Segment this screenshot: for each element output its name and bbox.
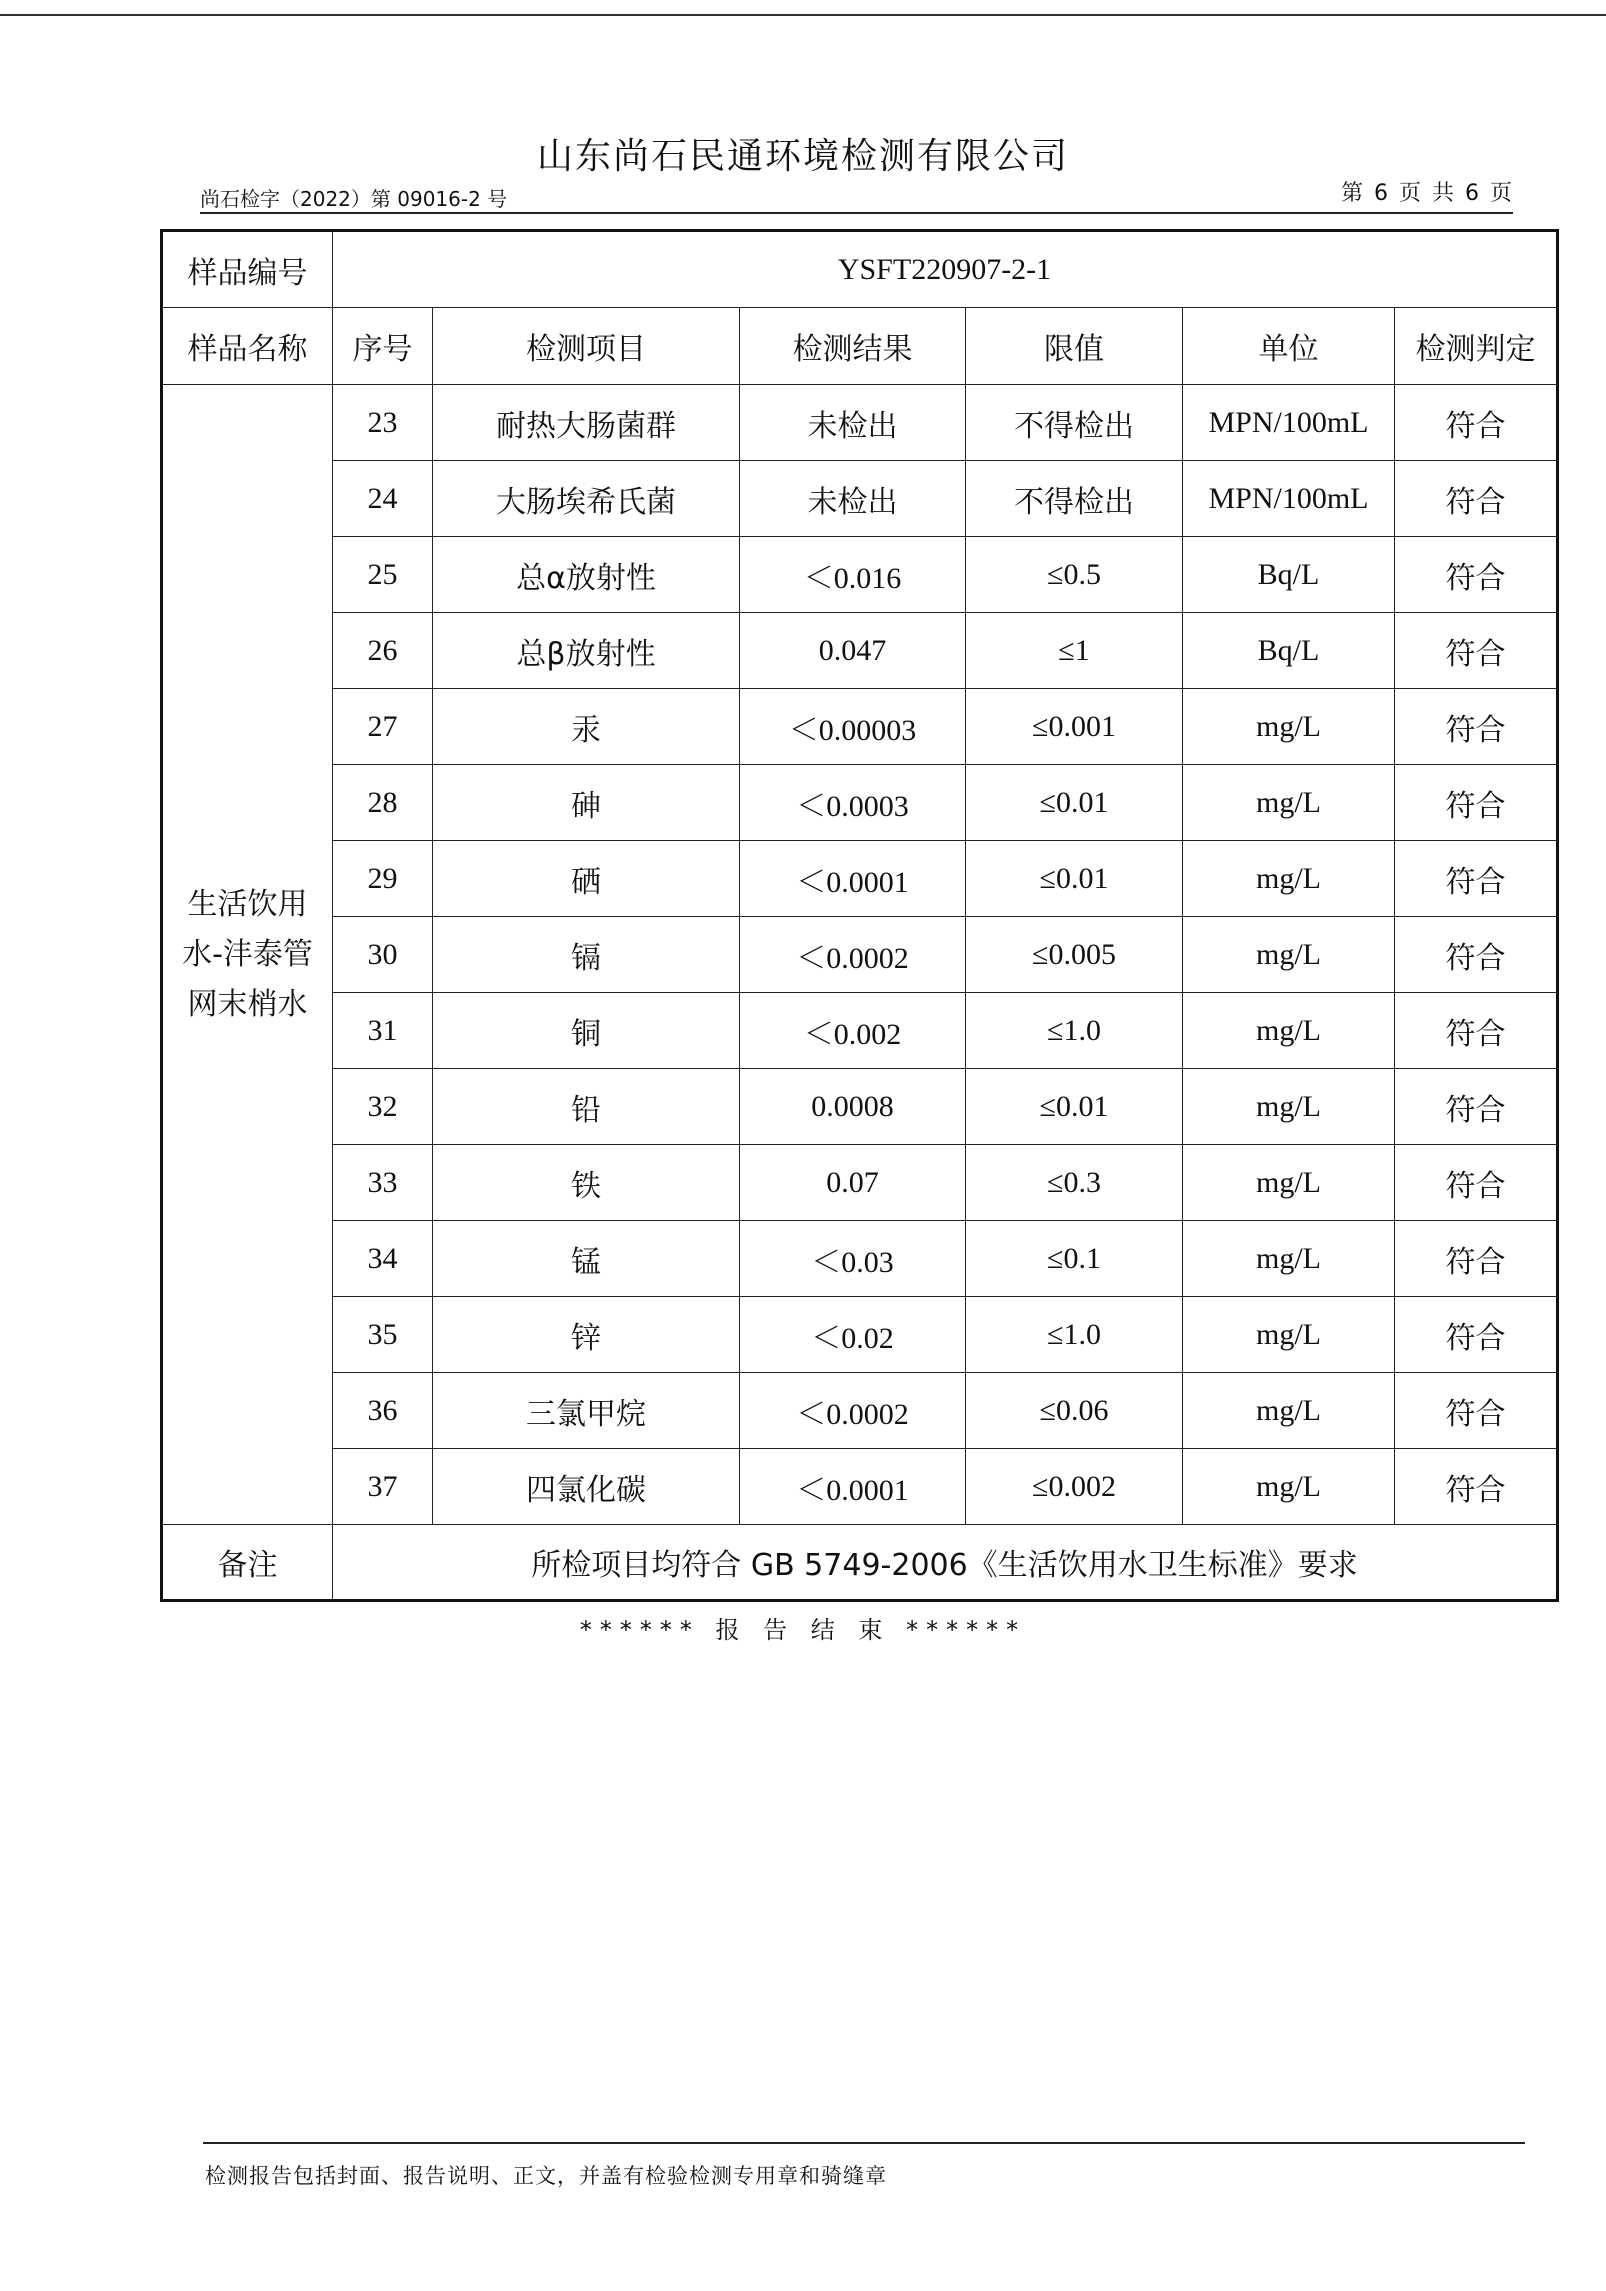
seq-cell: 35: [333, 1297, 433, 1373]
page-indicator: 第 6 页 共 6 页: [1341, 181, 1514, 206]
seq-cell: 29: [333, 841, 433, 917]
limit-cell: 不得检出: [966, 461, 1183, 537]
unit-cell: mg/L: [1183, 1069, 1395, 1145]
judgement-cell: 符合: [1395, 1145, 1558, 1221]
item-cell: 四氯化碳: [433, 1449, 740, 1525]
table-row: [162, 765, 1558, 841]
judgement-cell: 符合: [1395, 917, 1558, 993]
judgement-cell: 符合: [1395, 689, 1558, 765]
unit-cell: mg/L: [1183, 1373, 1395, 1449]
table-row: [162, 841, 1558, 917]
limit-cell: ≤0.3: [966, 1145, 1183, 1221]
column-header-row: [162, 308, 1558, 385]
item-cell: 三氯甲烷: [433, 1373, 740, 1449]
item-cell: 大肠埃希氏菌: [433, 461, 740, 537]
remark-label: 备注: [162, 1525, 333, 1601]
seq-cell: 27: [333, 689, 433, 765]
item-cell: 铁: [433, 1145, 740, 1221]
judgement-cell: 符合: [1395, 537, 1558, 613]
col-header-seq: 序号: [333, 308, 433, 385]
sample-number-label: 样品编号: [162, 231, 333, 308]
unit-cell: mg/L: [1183, 841, 1395, 917]
item-cell: 耐热大肠菌群: [433, 385, 740, 461]
table-row: [162, 1449, 1558, 1525]
result-cell: 0.0008: [740, 1069, 966, 1145]
item-cell: 镉: [433, 917, 740, 993]
result-cell: ＜0.0001: [740, 1449, 966, 1525]
limit-cell: ≤0.005: [966, 917, 1183, 993]
table-row: [162, 1145, 1558, 1221]
limit-cell: ≤0.01: [966, 765, 1183, 841]
item-cell: 铅: [433, 1069, 740, 1145]
report-number: 尚石检字（2022）第 09016-2 号: [200, 187, 508, 211]
result-cell: 0.047: [740, 613, 966, 689]
judgement-cell: 符合: [1395, 1297, 1558, 1373]
table-row: [162, 385, 1558, 461]
limit-cell: ≤0.5: [966, 537, 1183, 613]
unit-cell: mg/L: [1183, 993, 1395, 1069]
limit-cell: ≤0.01: [966, 841, 1183, 917]
result-cell: 未检出: [740, 385, 966, 461]
seq-cell: 37: [333, 1449, 433, 1525]
unit-cell: mg/L: [1183, 765, 1395, 841]
result-cell: ＜0.02: [740, 1297, 966, 1373]
report-end-mark: ****** 报 告 结 束 ******: [579, 1616, 1027, 1644]
limit-cell: 不得检出: [966, 385, 1183, 461]
unit-cell: mg/L: [1183, 1449, 1395, 1525]
result-cell: ＜0.016: [740, 537, 966, 613]
limit-cell: ≤1: [966, 613, 1183, 689]
remark-row: [162, 1525, 1558, 1601]
unit-cell: mg/L: [1183, 1297, 1395, 1373]
table-row: [162, 613, 1558, 689]
unit-cell: MPN/100mL: [1183, 461, 1395, 537]
result-cell: 未检出: [740, 461, 966, 537]
judgement-cell: 符合: [1395, 1069, 1558, 1145]
limit-cell: ≤0.002: [966, 1449, 1183, 1525]
limit-cell: ≤0.01: [966, 1069, 1183, 1145]
col-header-item: 检测项目: [433, 308, 740, 385]
limit-cell: ≤0.001: [966, 689, 1183, 765]
item-cell: 硒: [433, 841, 740, 917]
top-border-line: [0, 14, 1606, 16]
judgement-cell: 符合: [1395, 841, 1558, 917]
table-row: [162, 993, 1558, 1069]
unit-cell: mg/L: [1183, 917, 1395, 993]
judgement-cell: 符合: [1395, 461, 1558, 537]
item-cell: 锌: [433, 1297, 740, 1373]
limit-cell: ≤0.06: [966, 1373, 1183, 1449]
header-divider: [200, 212, 1513, 214]
result-cell: ＜0.002: [740, 993, 966, 1069]
result-cell: ＜0.0001: [740, 841, 966, 917]
judgement-cell: 符合: [1395, 765, 1558, 841]
judgement-cell: 符合: [1395, 1221, 1558, 1297]
sample-number-row: [162, 231, 1558, 308]
result-cell: ＜0.0002: [740, 917, 966, 993]
seq-cell: 34: [333, 1221, 433, 1297]
result-cell: ＜0.0003: [740, 765, 966, 841]
table-row: [162, 1373, 1558, 1449]
limit-cell: ≤1.0: [966, 1297, 1183, 1373]
unit-cell: MPN/100mL: [1183, 385, 1395, 461]
seq-cell: 36: [333, 1373, 433, 1449]
col-header-sample-name: 样品名称: [162, 308, 333, 385]
judgement-cell: 符合: [1395, 993, 1558, 1069]
result-cell: ＜0.00003: [740, 689, 966, 765]
table-row: [162, 537, 1558, 613]
result-cell: 0.07: [740, 1145, 966, 1221]
col-header-limit: 限值: [966, 308, 1183, 385]
col-header-result: 检测结果: [740, 308, 966, 385]
item-cell: 总α放射性: [433, 537, 740, 613]
result-cell: ＜0.0002: [740, 1373, 966, 1449]
item-cell: 铜: [433, 993, 740, 1069]
item-cell: 砷: [433, 765, 740, 841]
result-cell: ＜0.03: [740, 1221, 966, 1297]
unit-cell: mg/L: [1183, 1221, 1395, 1297]
col-header-unit: 单位: [1183, 308, 1395, 385]
col-header-judgement: 检测判定: [1395, 308, 1558, 385]
item-cell: 汞: [433, 689, 740, 765]
seq-cell: 24: [333, 461, 433, 537]
table-row: [162, 1069, 1558, 1145]
company-name: 山东尚石民通环境检测有限公司: [536, 136, 1069, 177]
judgement-cell: 符合: [1395, 385, 1558, 461]
seq-cell: 33: [333, 1145, 433, 1221]
table-row: [162, 461, 1558, 537]
remark-text: 所检项目均符合 GB 5749-2006《生活饮用水卫生标准》要求: [333, 1525, 1558, 1601]
sample-name-cell: 生活饮用水-沣泰管网末梢水: [162, 385, 333, 1525]
seq-cell: 28: [333, 765, 433, 841]
judgement-cell: 符合: [1395, 1449, 1558, 1525]
sample-number-value: YSFT220907-2-1: [333, 231, 1558, 308]
seq-cell: 25: [333, 537, 433, 613]
unit-cell: Bq/L: [1183, 613, 1395, 689]
seq-cell: 23: [333, 385, 433, 461]
item-cell: 总β放射性: [433, 613, 740, 689]
seq-cell: 30: [333, 917, 433, 993]
seq-cell: 26: [333, 613, 433, 689]
item-cell: 锰: [433, 1221, 740, 1297]
table-row: [162, 917, 1558, 993]
unit-cell: mg/L: [1183, 1145, 1395, 1221]
limit-cell: ≤1.0: [966, 993, 1183, 1069]
table-row: [162, 1221, 1558, 1297]
seq-cell: 32: [333, 1069, 433, 1145]
limit-cell: ≤0.1: [966, 1221, 1183, 1297]
judgement-cell: 符合: [1395, 1373, 1558, 1449]
table-row: [162, 689, 1558, 765]
seq-cell: 31: [333, 993, 433, 1069]
judgement-cell: 符合: [1395, 613, 1558, 689]
footer-divider: [203, 2142, 1525, 2144]
footer-note: 检测报告包括封面、报告说明、正文，并盖有检验检测专用章和骑缝章: [205, 2164, 887, 2188]
unit-cell: mg/L: [1183, 689, 1395, 765]
results-table: [160, 229, 1559, 1602]
unit-cell: Bq/L: [1183, 537, 1395, 613]
table-row: [162, 1297, 1558, 1373]
